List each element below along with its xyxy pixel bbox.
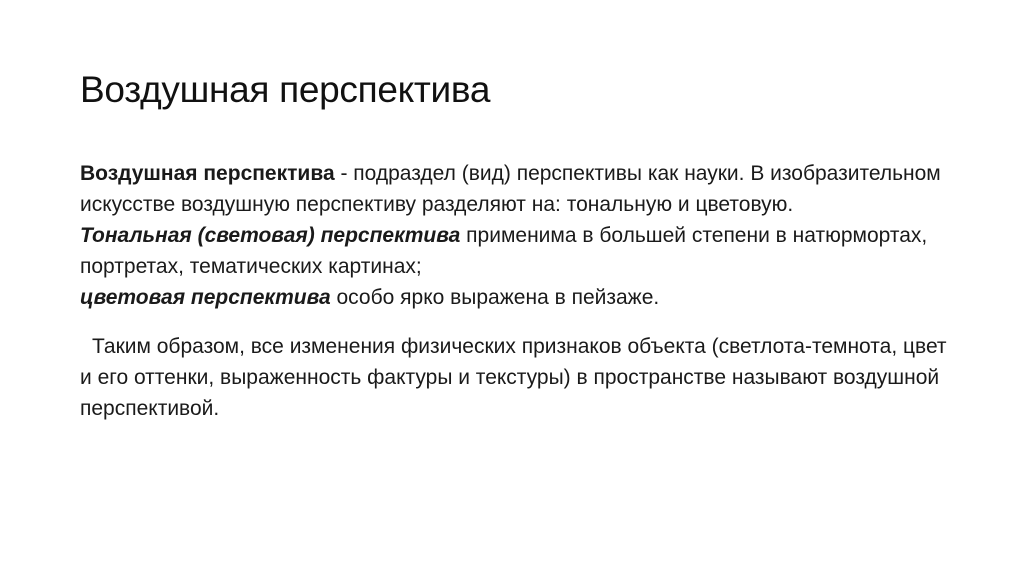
term-color-perspective: цветовая перспектива xyxy=(80,286,331,309)
slide-title: Воздушная перспектива xyxy=(80,69,491,110)
term-aerial-perspective: Воздушная перспектива xyxy=(80,162,335,185)
slide-body xyxy=(80,158,950,424)
text-tonal: применима в большей степени в натюрмортах, портретах, тематических картинах; xyxy=(80,224,928,278)
text-definition: - подраздел (вид) перспективы как науки. В изобразительном искусстве воздушную перспективу разделяют на: тональную и цветовую. xyxy=(80,162,941,216)
paragraph-definition xyxy=(80,158,950,313)
paragraph-conclusion: Таким образом, все изменения физических признаков объекта (светлота-темнота, цвет и его оттенки, выраженность фактуры и текстуры) в пространстве называют воздушной перспективой. xyxy=(80,335,947,420)
term-tonal-perspective: Тональная (световая) перспектива xyxy=(80,224,461,247)
text-color: особо ярко выражена в пейзаже. xyxy=(330,286,660,309)
